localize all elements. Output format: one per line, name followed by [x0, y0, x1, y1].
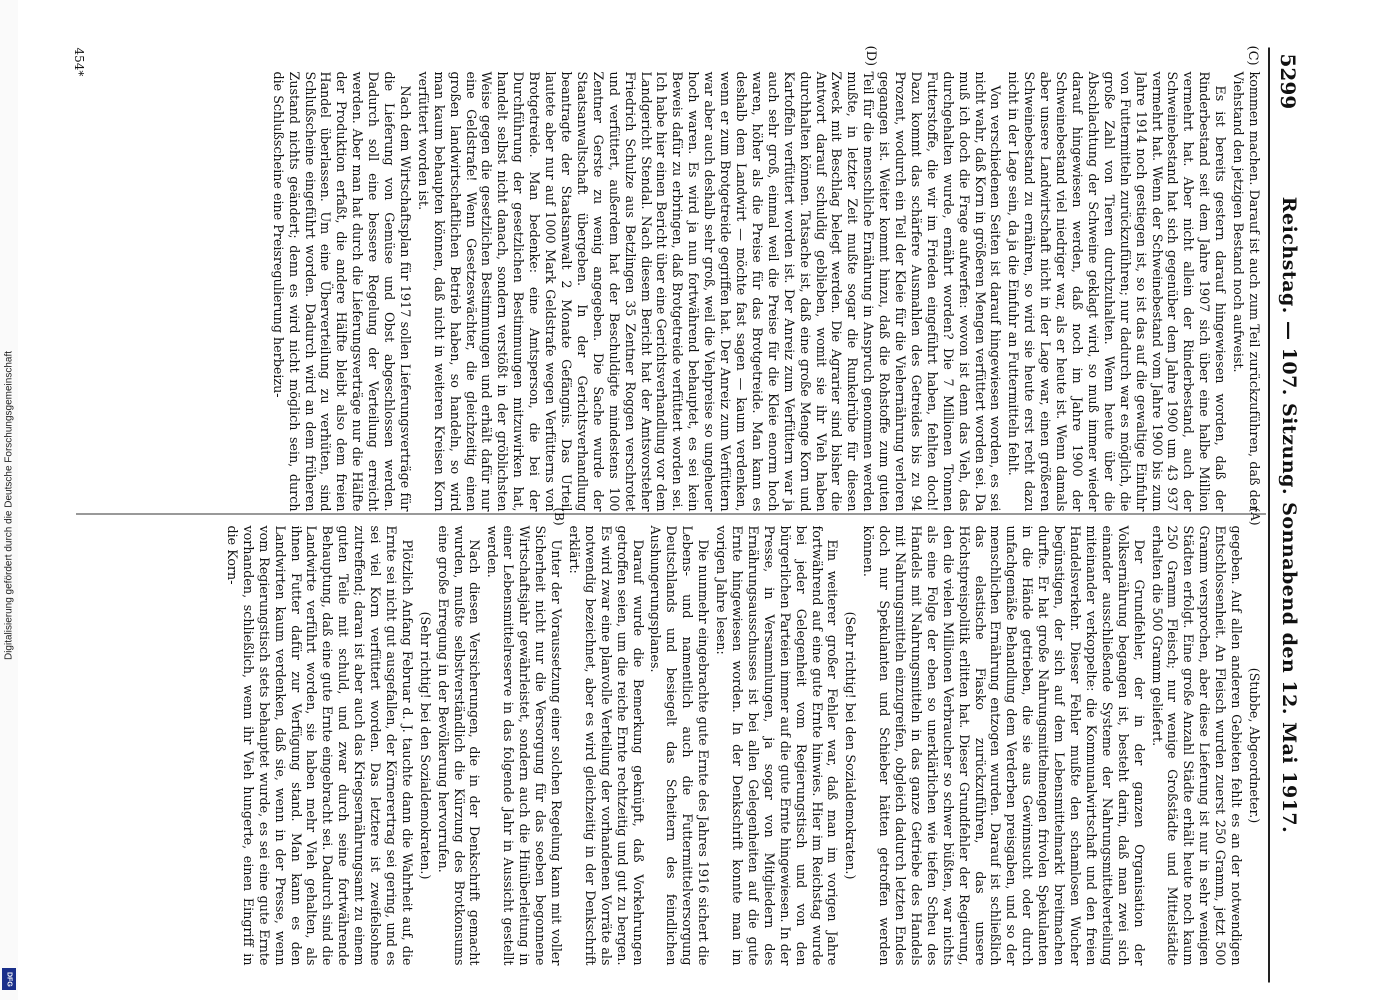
- speaker-note: (Stubbe, Abgeordneter.): [1246, 667, 1262, 824]
- newspaper-page: [66, 45, 1306, 983]
- paragraph: kommen machen. Darauf ist auch zum Teil zurückzuführen, daß der Viehstand den jetzigen Bestand noch aufweist.: [1230, 71, 1262, 512]
- paragraph: Nach diesen Versicherungen, die in der Denkschrift gemacht wurden, mußte selbstverständlich die Kürzung des Brotkonsums eine große Erregung in der Bevölkerung hervorrufen.: [435, 525, 482, 966]
- paragraph: Plötzlich Anfang Februar d. J. tauchte dann die Wahrheit auf, die Ernte sei nicht gut ausgefallen, der Körnerertrag sei gering, und es sei viel Korn verfüttert worden. Das letztere ist zweifelsohne zutreffend; daran ist aber auch das Kriegsernährungsamt zu einem guten Teile mit schuld, und zwar durch seine fortwährende Behauptung, daß eine gute Ernte eingebracht sei. Dadurch sind die Landwirte verführt worden, sie haben mehr Vieh gehalten, als ihnen Futter dafür zur Verfügung stand. Man kann es den Landwirten kaum verdenken, daß sie, wenn in der Presse, wenn vom Regierungstisch stets behauptet wurde, es sei eine gute Ernte vorhanden, schließlich, wenn ihr Vieh hungerte, einen Eingriff in die Korn-: [224, 525, 415, 966]
- column-left-side-text: [82, 526, 1262, 966]
- margin-marker-a: (A): [1247, 507, 1262, 526]
- paragraph: Von verschiedenen Seiten ist darauf hingewiesen worden, es sei nicht wahr, daß Korn in größeren Mengen verfüttert worden sei. Da muß ich doch die Frage aufwerfen: wovon ist denn das Vieh, das durchgehalten wurde, ernährt worden? Die 7 Millionen Tonnen Futterstoffe, die wir im Frieden eingeführt haben, fehlten doch! Dazu kommt das schärfere Ausmahlen des Getreides bis zu 94 Prozent, wodurch ein Teil der Kleie für die Viehernährung verloren gegangen ist. Weiter kommt hinzu, daß die Rohstoffe zum guten Teil für die menschliche Ernährung in Anspruch genommen werden mußte, in letzter Zeit mußte sogar die Runkelrübe für diesen Zweck mit Beschlag belegt werden. Die Agrarier sind bisher die Antwort darauf schuldig geblieben, womit sie ihr Vieh haben durchhalten können. Tatsache ist, daß eine große Menge Korn und Kartoffeln verfüttert worden ist. Der Anreiz zum Verfüttern war ja auch sehr groß, einmal weil die Preise für die Kleie enorm hoch waren, höher als die Preise für das Brotgetreide. Man kann es deshalb dem Landwirt — möchte fast sagen — kaum verdenken, wenn er zum Brotgetreide gegriffen hat. Der Anreiz zum Verfüttern war aber auch deshalb sehr groß, weil die Viehpreise so ungeheuer hoch waren. Es wird ja nun fortwährend behauptet, es sei kein Beweis dafür zu erbringen, daß Brotgetreide verfüttert worden sei. Ich habe hier einen Bericht über eine Gerichtsverhandlung vor dem Landgericht Stendal. Nach diesem Bericht hat der Amtsvorsteher Friedrich Schulze aus Betzlingen 35 Zentner Roggen verschrotet und verfüttert, außerdem hat der Beschuldigte mindestens 100 Zentner Gerste zu wenig angegeben. Die Sache wurde der Staatsanwaltschaft übergeben. In der Gerichtsverhandlung beantragte der Staatsanwalt 2 Monate Gefängnis. Das Urteil lautete aber nur auf 1000 Mark Geldstrafe wegen Verfütterns von Brotgetreide. Man bedenke: eine Amtsperson, die bei der Durchführung der gesetzlichen Bestimmungen mitzuwirken hat, handelt selbst nicht danach, sondern verstößt in der gröblichsten Weise gegen die gesetzlichen Bestimmungen und erhält dafür nur eine Geldstrafe! Wenn Gesetzeswächter, die gleichzeitig einen großen landwirtschaftlichen Betrieb haben, so handeln, so wird man kaum behaupten können, daß nicht in weiteren Kreisen Korn verfüttert worden ist.: [415, 71, 1003, 512]
- margin-marker-d: (D): [862, 45, 878, 67]
- footer-mark: 454*: [71, 47, 86, 77]
- dfg-logo: DFG: [2, 968, 16, 990]
- paragraph: Der Grundfehler, der in der ganzen Organisation der Volksernährung begangen ist, besteht darin, daß man zwei sich einander ausschließende Systeme der Nahrungsmittelverteilung miteinander verkoppelte: die Kommunalwirtschaft und den freien Handelsverkehr. Dieser Fehler mußte den schamlosen Wucher begünstigen, der sich auf dem Lebensmittelmarkt breitmachen durfte. Er hat große Nahrungsmittelmengen frivolen Spekulanten in die Hände getrieben, die sie aus Gewinnsucht oder durch unfachgemäße Behandlung dem Verderben preisgaben, und so der menschlichen Ernährung entzogen wurden. Darauf ist schließlich das elastische Fiasko zurückzuführen, das unsere Höchstpreispolitik erlitten hat. Dieser Grundfehler der Regierung, den die vielen Millionen Verbraucher so schwer büßten, war nichts als eine Folge der eben so unerklärlichen wie tiefen Scheu des Handels mit Nahrungsmitteln in das ganze Getriebe des Handels mit Nahrungsmitteln einzugreifen, obgleich dadurch letzten Endes doch nur Spekulanten und Schieber hätten getroffen werden können.: [860, 525, 1147, 966]
- column-divider: [76, 514, 1266, 515]
- quotation: Unter der Voraussetzung einer solchen Regelung kann mit voller Sicherheit nicht nur die Versorgung für das soeben begonnene Wirtschaftsjahr gewährleistet, sondern auch die Hinüberleitung in einer Lebensmittelreserve in das folgende Jahr in Aussicht gestellt werden.: [484, 525, 564, 966]
- paragraph: gegeben. Auf allen anderen Gebieten fehlt es an der notwendigen Entschlossenheit. An Fleisch wurden zuerst 250 Gramm, jetzt 500 Gramm versprochen, aber diese Lieferung ist nur in sehr wenigen Städten erfolgt. Eine große Anzahl Städte erhält heute noch kaum 250 Gramm Fleisch; nur wenige Großstädte und Mittelstädte erhalten die 500 Gramm geliefert.: [1149, 525, 1244, 966]
- margin-marker-b: (B): [551, 507, 566, 526]
- page-header: [1268, 48, 1306, 983]
- page-number: 5299: [1275, 53, 1300, 110]
- paragraph: Ein weiterer großer Fehler war, daß man im vorigen Jahre fortwährend auf eine gute Ernte hinwies. Hier im Reichstag wurde bei jeder Gelegenheit vom Regierungstisch und von den bürgerlichen Parteien immer auf die gute Ernte hingewiesen. In der Presse, in Versammlungen, ja sogar von Mitgliedern des Ernährungsausschusses ist bei allen Gelegenheiten auf die gute Ernte hingewiesen worden. In der Denkschrift konnte man im vorigen Jahre lesen:: [713, 525, 840, 966]
- column-right-side-text: [82, 72, 1262, 512]
- paragraph: Darauf wurde die Bemerkung geknüpft, daß Vorkehrungen getroffen seien, um die reiche Ernte rechtzeitig und gut zu bergen. Es wird zwar eine planvolle Verteilung der vorhandenen Vorräte als notwendig bezeichnet, aber es wird gleichzeitig in der Denkschrift erklärt:: [566, 525, 646, 966]
- paragraph: Es ist bereits gestern darauf hingewiesen worden, daß der Rinderbestand seit dem Jahre 1907 sich über eine halbe Million vermehrt hat. Aber nicht allein der Rinderbestand, auch der Schweinebestand hat sich gegenüber dem Jahre 1900 um 43 937 vermehrt hat. Wenn der Schweinebestand vom Jahre 1900 bis zum Jahre 1914 noch gestiegen ist, so ist das auf die gewaltige Einfuhr von Futtermitteln zurückzuführen; nur dadurch war es möglich, die große Zahl von Tieren durchzuhalten. Wenn heute über die Abschlachtung der Schweine geklagt wird, so muß immer wieder darauf hingewiesen werden, daß noch im Jahre 1900 der Schweinebestand viel niedriger war, als er heute ist. Wenn damals aber unsere Landwirtschaft nicht in der Lage war, einen größeren Schweinebestand zu ernähren, so wird sie heute erst recht dazu nicht in der Lage sein, da ja die Einfuhr an Futtermitteln fehlt.: [1005, 71, 1228, 512]
- digitization-credit: Digitalisierung gefördert durch die Deutsche Forschungsgemeinschaft: [3, 350, 15, 661]
- scanned-page-area: [58, 40, 1313, 990]
- quotation: Die nunmehr eingebrachte gute Ernte des Jahres 1916 sichert die Lebens- und namentlich auch die Futtermittelversorgung Deutschlands und besiegelt das Scheitern des feindlichen Aushungerungsplanes.: [647, 525, 711, 966]
- interjection: (Sehr richtig! bei den Sozialdemokraten.): [417, 611, 433, 880]
- margin-marker-c: (C): [1244, 45, 1260, 66]
- interjection: (Sehr richtig! bei den Sozialdemokraten.): [842, 611, 858, 880]
- page-title: Reichstag. — 107. Sitzung. Sonnabend den 12. Mai 1917.: [1277, 196, 1300, 834]
- digitization-strip: [0, 0, 18, 1000]
- paragraph: Nach dem Wirtschaftsplan für 1917 sollen Lieferungsverträge für die Lieferung von Gemüse und Obst abgeschlossen werden. Dadurch soll eine bessere Regelung der Verteilung erreicht werden. Aber man hat durch die Lieferungsverträge nur die Hälfte der Produktion erfaßt, die andere Hälfte bleibt also dem freien Handel überlassen. Um eine Überverteilung zu verhüten, sind Schlußscheine eingeführt worden. Dadurch wird an dem früheren Zustand nichts geändert; denn es wird nicht möglich sein, durch die Schlußscheine eine Preisregulierung herbeizu-: [270, 71, 413, 512]
